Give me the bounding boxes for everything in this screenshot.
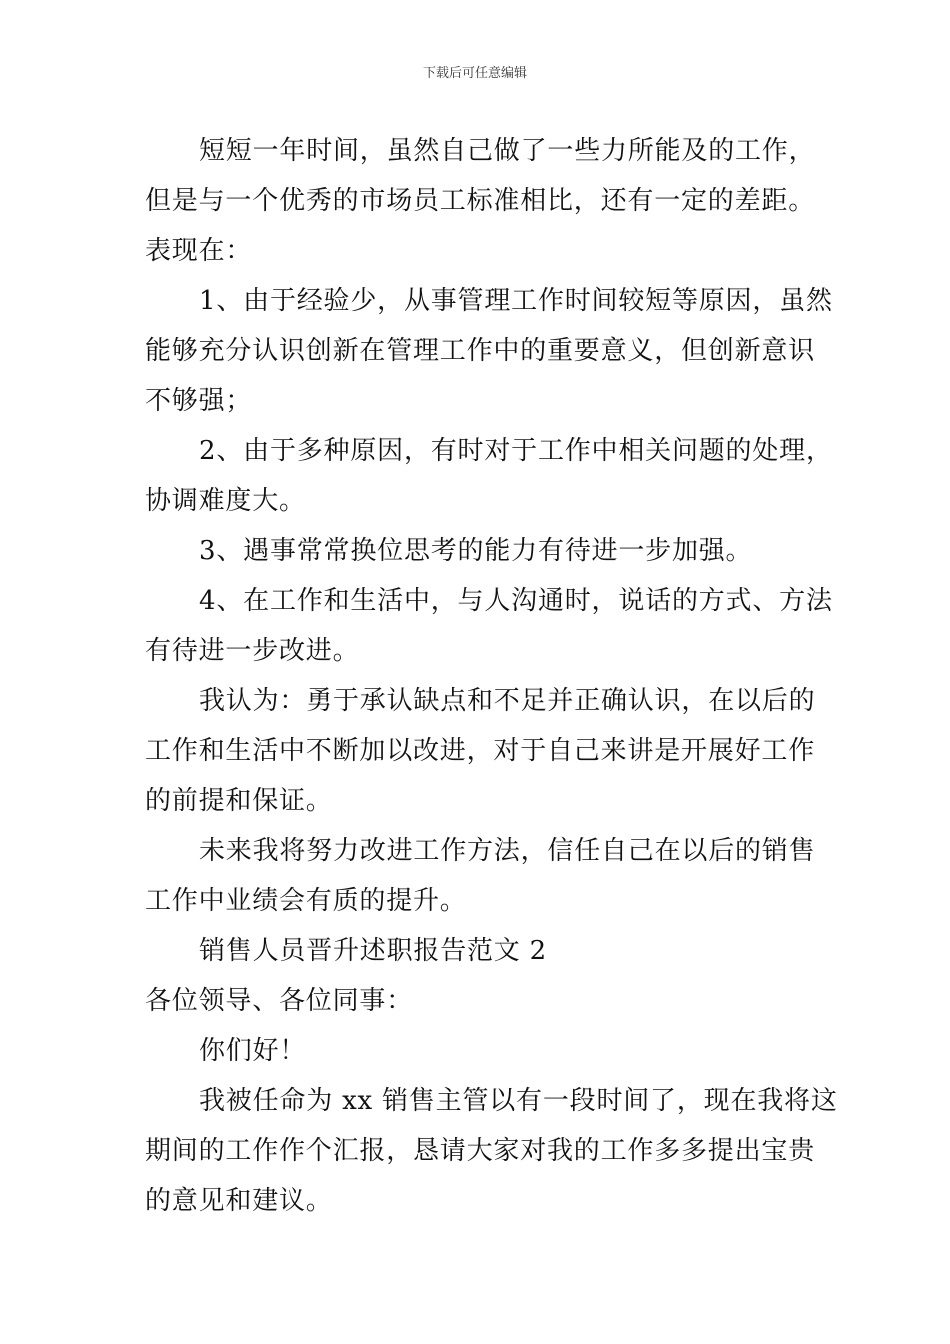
text-line: 我认为：勇于承认缺点和不足并正确认识，在以后的 — [199, 686, 816, 716]
text-line: 的意见和建议。 — [145, 1186, 333, 1216]
text-line: 我被任命为 xx 销售主管以有一段时间了，现在我将这 — [199, 1086, 838, 1116]
text-line: 的前提和保证。 — [145, 786, 333, 816]
text-line: 短短一年时间，虽然自己做了一些力所能及的工作， — [199, 136, 816, 166]
text-line: 能够充分认识创新在管理工作中的重要意义，但创新意识 — [145, 336, 816, 366]
text-line: 表现在： — [145, 236, 253, 266]
section-title: 销售人员晋升述职报告范文 2 — [199, 936, 548, 966]
text-line: 有待进一步改进。 — [145, 636, 360, 666]
text-line: 1、由于经验少，从事管理工作时间较短等原因，虽然 — [199, 286, 833, 316]
text-line: 工作中业绩会有质的提升。 — [145, 886, 467, 916]
page-header: 下载后可任意编辑 — [422, 66, 527, 81]
text-line: 2、由于多种原因，有时对于工作中相关问题的处理， — [199, 436, 833, 466]
salutation: 各位领导、各位同事： — [145, 986, 414, 1016]
document-body — [145, 126, 838, 1226]
text-line: 工作和生活中不断加以改进，对于自己来讲是开展好工作 — [145, 736, 816, 766]
greeting: 你们好！ — [199, 1036, 307, 1066]
text-line: 期间的工作作个汇报，恳请大家对我的工作多多提出宝贵 — [145, 1136, 816, 1166]
text-line: 但是与一个优秀的市场员工标准相比，还有一定的差距。 — [145, 186, 816, 216]
text-line: 未来我将努力改进工作方法，信任自己在以后的销售 — [199, 836, 816, 866]
text-line: 协调难度大。 — [145, 486, 306, 516]
text-line: 不够强； — [145, 386, 253, 416]
text-line: 3、遇事常常换位思考的能力有待进一步加强。 — [199, 536, 753, 566]
text-line: 4、在工作和生活中，与人沟通时，说话的方式、方法 — [199, 586, 833, 616]
